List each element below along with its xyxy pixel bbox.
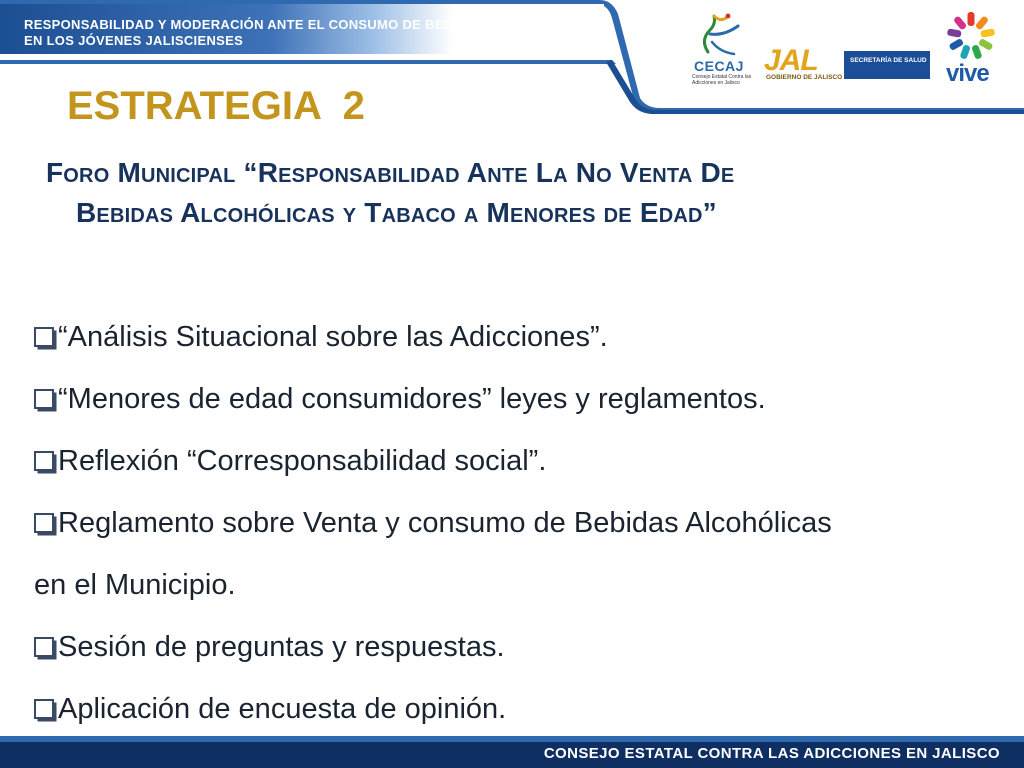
list-item-text: Sesión de preguntas y respuestas. — [58, 631, 505, 663]
footer-bar — [0, 736, 1024, 768]
vive-logo — [940, 10, 1002, 90]
list-item-text: Reglamento sobre Venta y consumo de Bebidas Alcohólicas — [58, 507, 832, 539]
gobierno-de-jalisco-label: GOBIERNO DE JALISCO — [766, 74, 843, 81]
header-title-line1: RESPONSABILIDAD Y MODERACIÓN ANTE EL CONSUMO DE BEBIDAS CON ALCOHOL — [24, 17, 590, 32]
strategy-title: ESTRATEGIA 2 — [67, 84, 365, 128]
list-item — [34, 678, 1004, 740]
forum-title-line2: Bebidas Alcohólicas y Tabaco a Menores de Edad” — [76, 197, 717, 228]
forum-title — [46, 153, 986, 233]
list-item — [34, 430, 1004, 492]
secretaria-de-salud-label: SECRETARÍA DE SALUD — [844, 51, 930, 79]
list-item-text: “Menores de edad consumidores” leyes y reglamentos. — [58, 383, 766, 415]
gobierno-jalisco-logo — [764, 44, 934, 92]
checkbox-bullet-icon — [34, 513, 54, 533]
list-item — [34, 368, 1004, 430]
list-item — [34, 492, 1004, 554]
jal-mark: JAL — [764, 44, 818, 77]
vive-sunburst-icon — [940, 10, 1002, 62]
list-item — [34, 306, 1004, 368]
footer-text: CONSEJO ESTATAL CONTRA LAS ADICCIONES EN JALISCO — [543, 745, 1000, 762]
agenda-list — [34, 306, 1004, 740]
checkbox-bullet-icon — [34, 389, 54, 409]
header-title — [24, 17, 624, 49]
cecaj-logo — [690, 12, 752, 92]
checkbox-bullet-icon — [34, 637, 54, 657]
list-item-text: “Análisis Situacional sobre las Adicciones”. — [58, 321, 608, 353]
list-item-continuation — [34, 554, 1004, 616]
forum-title-line1: Foro Municipal “Responsabilidad Ante La No Venta De — [46, 157, 735, 188]
list-item-text: Aplicación de encuesta de opinión. — [58, 693, 507, 725]
checkbox-bullet-icon — [34, 327, 54, 347]
checkbox-bullet-icon — [34, 451, 54, 471]
list-item — [34, 616, 1004, 678]
cecaj-figure-icon — [690, 12, 750, 58]
cecaj-logo-name: CECAJ — [694, 58, 744, 74]
checkbox-bullet-icon — [34, 699, 54, 719]
header-title-line2: EN LOS JÓVENES JALISCIENSES — [24, 33, 244, 48]
vive-logo-word: vive — [946, 60, 989, 87]
list-item-text: en el Municipio. — [34, 569, 236, 601]
cecaj-logo-subtitle: Consejo Estatal Contra las Adicciones en Jalisco — [692, 74, 752, 86]
list-item-text: Reflexión “Corresponsabilidad social”. — [58, 445, 547, 477]
